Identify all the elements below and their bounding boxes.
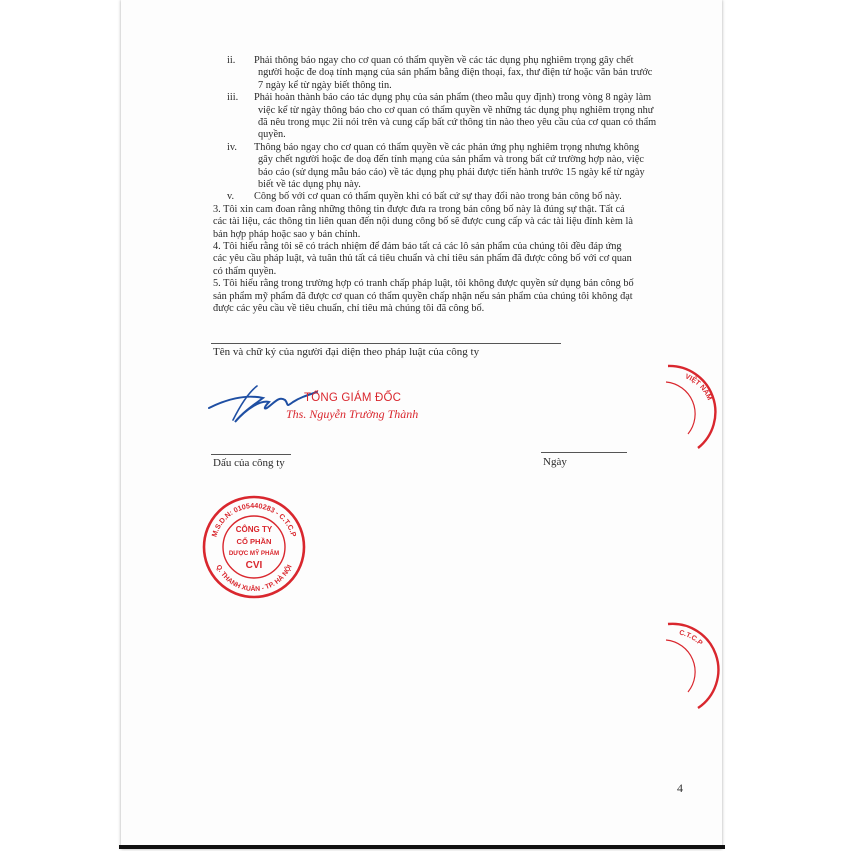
paragraph-line: 3. Tôi xin cam đoan rằng những thông tin được đưa ra trong bản công bố này là đúng sự thật. Tất cả xyxy=(213,203,625,215)
list-item-marker: iii. xyxy=(227,92,239,104)
seal-line2: CỔ PHẦN xyxy=(236,537,272,546)
list-item-marker: ii. xyxy=(227,55,236,66)
list-item-line: người hoặc đe doạ tính mạng của sản phẩm bằng điện thoại, fax, thư điện tử hoặc văn bản trước xyxy=(258,67,653,79)
paragraph-line: có thẩm quyền. xyxy=(213,265,277,277)
stamp-label: Dấu của công ty xyxy=(213,457,285,469)
list-item-line: quyền. xyxy=(258,129,286,141)
stamp-rule xyxy=(211,454,291,455)
list-item-line: biết về tác dụng phụ này. xyxy=(258,179,361,190)
list-item-marker: v. xyxy=(227,191,235,203)
page-number: 4 xyxy=(677,781,683,795)
seal-line3: DƯỢC MỸ PHẨM xyxy=(228,550,280,557)
list-item-marker: iv. xyxy=(227,141,237,153)
signature-scribble xyxy=(205,378,325,430)
paragraph-line: sản phẩm mỹ phẩm đã được cơ quan có thẩm quyền chấp nhận nếu sản phẩm của chúng tôi không đạt xyxy=(213,290,633,302)
paragraph-line: 4. Tôi hiểu rằng tôi sẽ có trách nhiệm để đảm bảo tất cả các lô sản phẩm của chúng tôi đều đáp ứng xyxy=(213,241,622,252)
seal-line1: CÔNG TY xyxy=(235,525,273,534)
list-item-line: Thông báo ngay cho cơ quan có thẩm quyền về các phản ứng phụ nghiêm trọng nhưng không xyxy=(254,141,640,153)
list-item-line: 7 ngày kể từ ngày biết thông tin. xyxy=(258,79,392,91)
signature-title: TỔNG GIÁM ĐỐC xyxy=(304,392,402,404)
date-rule xyxy=(541,452,627,453)
seal-line4: CVI xyxy=(245,560,263,571)
paragraph-line: các yêu cầu pháp luật, và tuân thủ tất cả tiêu chuẩn và chỉ tiêu sản phẩm đã được công bố với cơ quan xyxy=(213,253,632,265)
signature-name: Ths. Nguyễn Trường Thành xyxy=(286,407,419,421)
signature-label: Tên và chữ ký của người đại diện theo pháp luật của công ty xyxy=(213,346,480,358)
paragraph-line: 5. Tôi hiểu rằng trong trường hợp có tranh chấp pháp luật, tôi không được quyền sử dụng bản công bố xyxy=(213,278,634,290)
edge-seal-bottom xyxy=(664,622,724,712)
edge-seal-top-text: VIỆT NAM xyxy=(683,373,713,402)
edge-seal-bottom-text: C.T.C.P xyxy=(678,629,704,648)
paragraph-line: các tài liệu, các thông tin liên quan đến nội dung công bố sẽ được cung cấp và các tài liệu đính kèm là xyxy=(213,216,633,228)
edge-seal-top xyxy=(662,362,722,452)
bottom-border xyxy=(119,845,725,849)
seal-ring-text: M.S.D.N: 0105440283 - C.T.C.P xyxy=(209,500,299,538)
list-item-line: Công bố với cơ quan có thẩm quyền khi có bất cứ sự thay đổi nào trong bản công bố này. xyxy=(254,191,622,203)
list-item-line: đã nêu trong mục 2ii nói trên và cung cấp bất cứ thông tin nào theo yêu cầu của cơ quan có thẩm xyxy=(258,117,657,128)
company-seal xyxy=(201,494,307,600)
list-item-line: việc kể từ ngày thông báo cho cơ quan có thẩm quyền về những tác dụng phụ nghiêm trọng như xyxy=(258,104,654,116)
list-item-line: báo cáo (sử dụng mẫu báo cáo) về tác dụng phụ phải được tiến hành trước 15 ngày kể từ ngày xyxy=(258,166,645,178)
list-item-line: Phải thông báo ngay cho cơ quan có thẩm quyền về các tác dụng phụ nghiêm trọng gây chết xyxy=(254,55,634,66)
paragraph-line: được các yêu cầu về tiêu chuẩn, chỉ tiêu mà chúng tôi đã công bố. xyxy=(213,303,485,314)
seal-bottom-text: Q. THANH XUÂN - TP. HÀ NỘI xyxy=(214,563,294,594)
signature-rule xyxy=(211,343,561,344)
list-item-line: Phải hoàn thành báo cáo tác dụng phụ của sản phẩm (theo mẫu quy định) trong vòng 8 ngày làm xyxy=(254,92,652,104)
list-item-line: gây chết người hoặc đe doạ đến tính mạng của sản phẩm và trong bất cứ trường hợp nào, việc xyxy=(258,154,644,166)
date-label: Ngày xyxy=(543,456,567,468)
paragraph-line: bản hợp pháp hoặc sao y bản chính. xyxy=(213,228,361,240)
